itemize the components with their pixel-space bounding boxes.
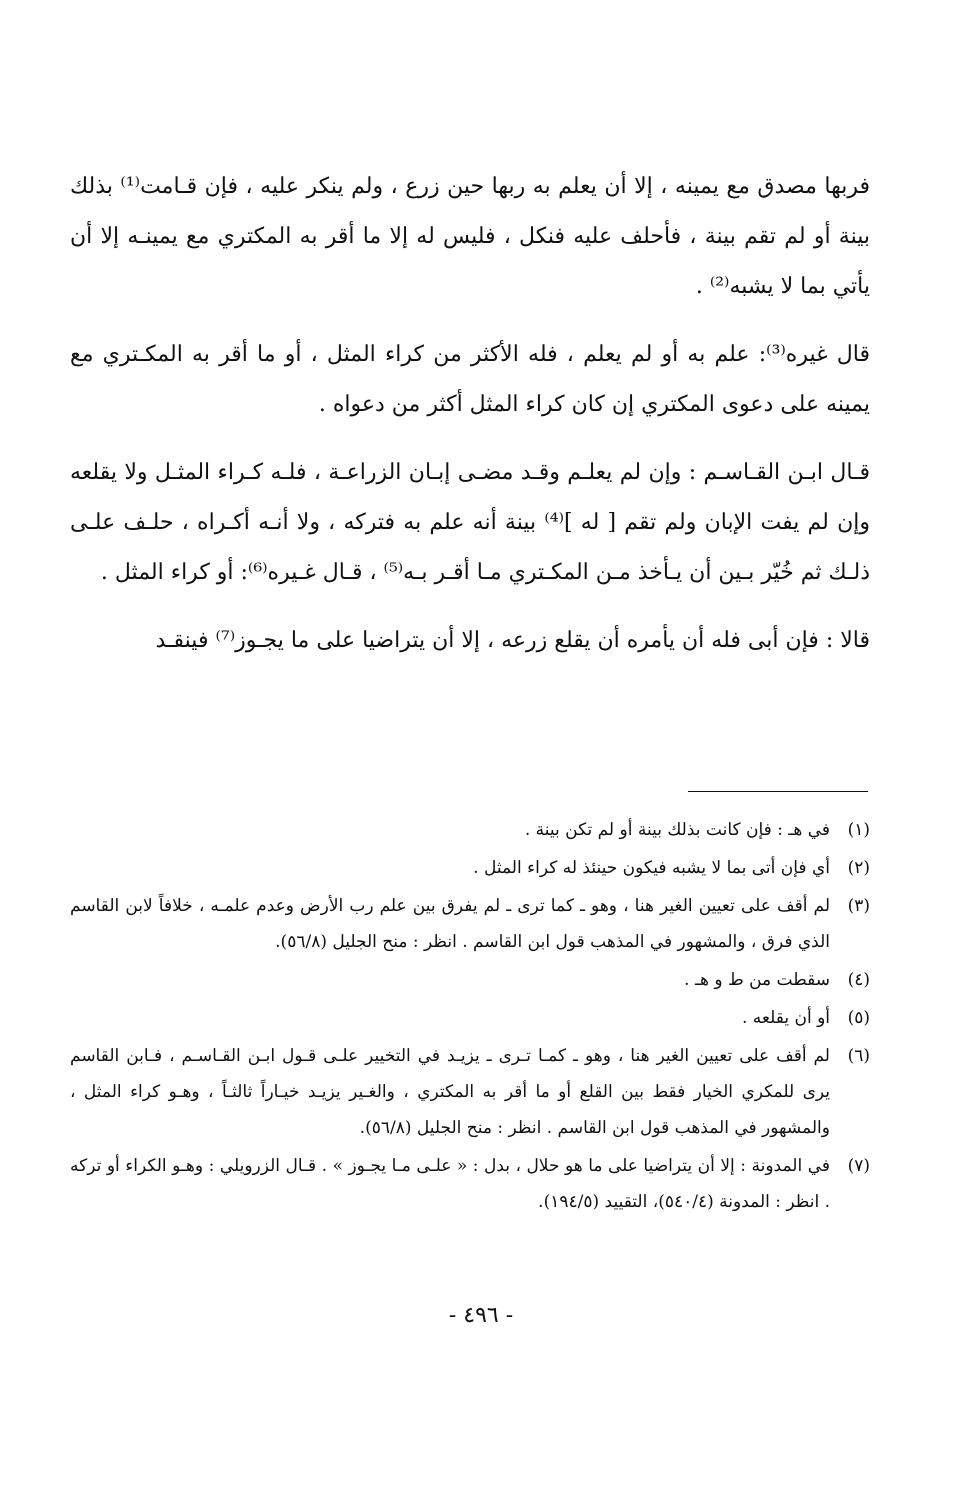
footnote-number: (٧) xyxy=(847,1156,870,1176)
footnotes xyxy=(70,812,870,1222)
footnote-number: (٢) xyxy=(847,858,870,878)
footnote xyxy=(70,962,870,998)
footnote xyxy=(70,812,870,848)
footnote-text: أي فإن أتى بما لا يشبه فيكون حينئذ له كراء المثل . xyxy=(473,858,830,878)
footnote xyxy=(70,888,870,960)
footnote-text: لم أقف على تعيين الغير هنا ، وهو ـ كمـا تـرى ـ يزيـد في التخيير علـى قـول ابـن القـاسـم ، فـابن القاسم يرى للمكري الخيار فقط بين القلع أو ما أقر به المكتري ، والغـير يزيـد خيـاراً ثالثـاً ، وهـو كراء المثل ، والمشهور في المذهب قول ابن القاسم . انظر : منح الجليل (٥٦/٨). xyxy=(70,1046,831,1138)
page-number: - ٤٩٦ - xyxy=(448,1303,514,1328)
footnote-number: (١) xyxy=(847,820,870,840)
footnote-number: (٦) xyxy=(847,1046,870,1066)
footnote-divider xyxy=(688,791,868,792)
paragraph: فربها مصدق مع يمينه ، إلا أن يعلم به ربها حين زرع ، ولم ينكر عليه ، فإن قـامت⁽¹⁾ بذلك بينة أو لم تقم بينة ، فأحلف عليه فنكل ، فليس له إلا ما أقر به المكتري مع يمينـه إلا أن يأتي بما لا يشبه⁽²⁾ . xyxy=(70,174,870,299)
footnote xyxy=(70,1000,870,1036)
footnote-number: (٥) xyxy=(847,1008,870,1028)
footnote xyxy=(70,1148,870,1220)
footnote-text: لم أقف على تعيين الغير هنا ، وهو ـ كما ترى ـ لم يفرق بين علم رب الأرض وعدم علمـه ، خلافاً لابن القاسم الذي فرق ، والمشهور في المذهب قول ابن القاسم . انظر : منح الجليل (٥٦/٨). xyxy=(70,896,830,952)
main-text xyxy=(70,162,870,684)
footnote xyxy=(70,850,870,886)
footnote-text: في المدونة : إلا أن يتراضيا على ما هو حلال ، بدل : « علـى مـا يجـوز » . قـال الزرويلي : وهـو الكراء أو تركه . انظر : المدونة (٥٤٠/٤)، التقييد (١٩٤/٥). xyxy=(70,1156,830,1212)
footnote-text: أو أن يقلعه . xyxy=(741,1008,830,1028)
footnote-text: سقطت من ط و هـ . xyxy=(684,970,830,990)
footnote xyxy=(70,1038,870,1146)
paragraph: قال غيره⁽³⁾: علم به أو لم يعلم ، فله الأكثر من كراء المثل ، أو ما أقر به المكـتري مع يمينه على دعوى المكتري إن كان كراء المثل أكثر من دعواه . xyxy=(70,342,870,417)
paragraph: قالا : فإن أبى فله أن يأمره أن يقلع زرعه ، إلا أن يتراضيا على ما يجـوز⁽⁷⁾ فينقـد xyxy=(155,628,870,653)
footnote-number: (٣) xyxy=(847,896,870,916)
paragraph: قـال ابـن القـاسـم : وإن لم يعلـم وقـد مضـى إبـان الزراعـة ، فلـه كـراء المثـل ولا يقلعه وإن لم يفت الإبان ولم تقم [ له ]⁽⁴⁾ بينة أنه علم به فتركه ، ولا أنـه أكـراه ، حلـف علـى ذلـك ثم خُيّر بـين أن يـأخذ مـن المكـتري مـا أقـر بـه⁽⁵⁾ ، قـال غـيره⁽⁶⁾: أو كراء المثل . xyxy=(70,460,870,585)
footnote-number: (٤) xyxy=(847,970,870,990)
footnote-text: في هـ : فإن كانت بذلك بينة أو لم تكن بينة . xyxy=(524,820,830,840)
